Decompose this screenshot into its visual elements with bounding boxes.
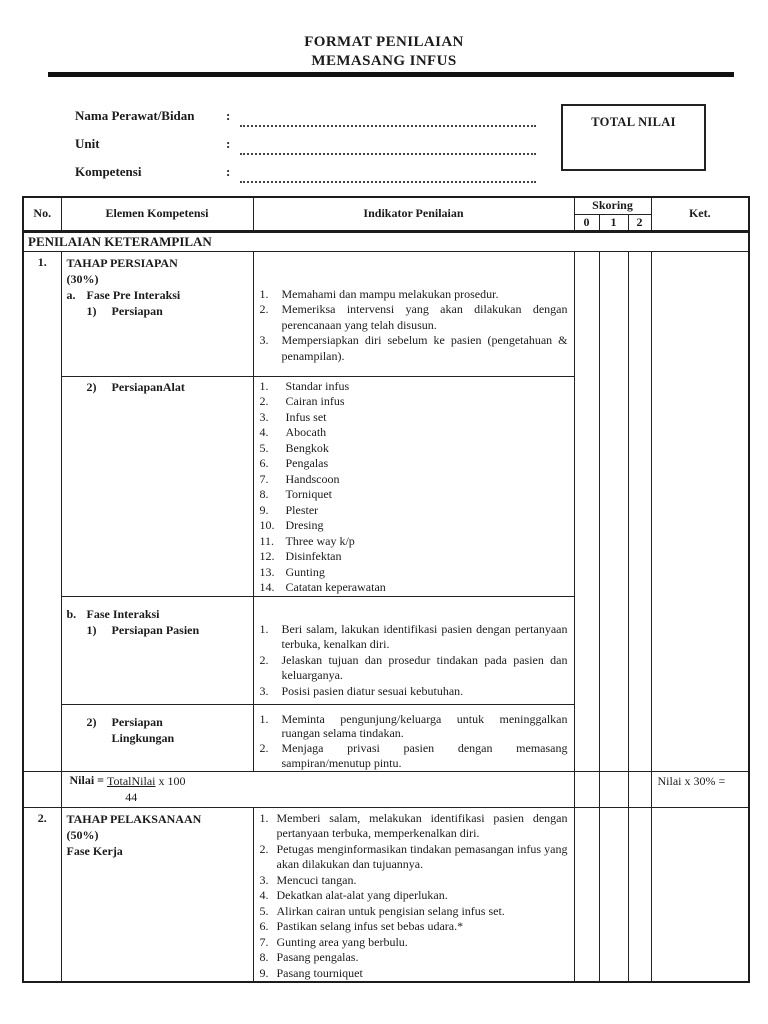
document-title [0, 33, 768, 71]
nama-colon: : [226, 108, 231, 123]
list-item: 1. Meminta pengunjung/keluarga untuk meninggalkan ruangan selama tindakan. [259, 711, 568, 741]
col-header-elemen: Elemen Kompetensi [61, 197, 253, 231]
row1-ket [651, 251, 749, 771]
persiapan-lingkungan-heading [87, 714, 249, 746]
nama-dotted-line [240, 111, 536, 127]
marker-a: a. [66, 287, 76, 302]
identity-form [75, 99, 545, 183]
nilai-score-2 [628, 771, 651, 807]
section-title: PENILAIAN KETERAMPILAN [23, 231, 749, 251]
list-item: 5. Bengkok [259, 440, 329, 455]
persiapan-alat-heading [87, 379, 249, 395]
nilai-score-0 [574, 771, 599, 807]
list-item: 3. Mencuci tangan. [259, 872, 357, 887]
list-item: 7. Handscoon [259, 471, 340, 486]
row2-score-1 [599, 807, 628, 982]
persiapan-heading [87, 303, 249, 319]
stage-pct-1: (30%) [66, 271, 99, 286]
nilai-formula [61, 771, 574, 807]
list-item: 2. Cairan infus [259, 394, 345, 408]
list-item: 10. Dresing [259, 518, 324, 532]
list-item: 6. Pengalas [259, 456, 329, 470]
kompetensi-colon: : [226, 164, 231, 179]
row1-elemen-b1 [61, 596, 253, 704]
title-divider [48, 72, 734, 77]
row1-elemen-a [61, 251, 253, 376]
list-item: 5. Alirkan cairan untuk pengisian selang infus set. [259, 903, 505, 918]
stage-sub-2: Fase Kerja [66, 843, 123, 858]
persiapan-pasien-heading [87, 622, 249, 638]
list-item: 6. Pastikan selang infus set bebas udara.* [259, 919, 464, 934]
list-item: 3. Mempersiapkan diri sebelum ke pasien (pengetahuan & penampilan). [259, 333, 568, 363]
list-item: 9. Plester [259, 502, 319, 517]
list-item: 1. Beri salam, lakukan identifikasi pasien dengan pertanyaan terbuka, kenalkan diri. [259, 621, 568, 651]
row2-ket [651, 807, 749, 982]
list-item: 8. Torniquet [259, 487, 332, 501]
nilai-fraction [107, 773, 155, 805]
persiapan-label: Persiapan [111, 303, 163, 318]
row1-number: 1. [23, 251, 61, 771]
row2-score-0 [574, 807, 599, 982]
marker-a1: 1) [86, 303, 97, 318]
list-item: 4. Abocath [259, 425, 327, 439]
total-nilai-label: TOTAL NILAI [591, 115, 676, 129]
col-header-no: No. [23, 197, 61, 231]
row1-score-2 [628, 251, 651, 771]
persiapan-pasien-label: Persiapan Pasien [111, 622, 200, 637]
list-item: 13. Gunting [259, 564, 325, 579]
marker-b: b. [66, 606, 77, 621]
row1-score-1 [599, 251, 628, 771]
unit-label: Unit [75, 136, 100, 151]
list-item: 4. Dekatkan alat-alat yang diperlukan. [259, 888, 448, 903]
list-item: 12. Disinfektan [259, 549, 342, 563]
unit-dotted-line [240, 139, 536, 155]
nilai-numerator: TotalNilai [107, 773, 156, 788]
list-item: 2. Menjaga privasi pasien dengan memasang sampiran/menutup pintu. [259, 741, 568, 770]
marker-b2: 2) [86, 714, 97, 729]
unit-colon: : [226, 136, 231, 151]
list-item: 7. Gunting area yang berbulu. [259, 934, 408, 949]
persiapan-alat-label: PersiapanAlat [111, 379, 185, 394]
row1-indikator-lingkungan [253, 704, 574, 771]
title-line-2: MEMASANG INFUS [311, 53, 457, 69]
persiapan-lingkungan-label: Persiapan Lingkungan [111, 714, 175, 745]
fase-pre-interaksi-label: Fase Pre Interaksi [86, 287, 181, 302]
nilai-row-no-cell [23, 771, 61, 807]
nilai-label: Nilai = [69, 772, 105, 787]
row1-indikator-pasien [253, 596, 574, 704]
stage-title-2: TAHAP PELAKSANAAN [66, 811, 202, 826]
row2-number: 2. [23, 807, 61, 982]
row1-elemen-b2 [61, 704, 253, 771]
row2-indikator [253, 807, 574, 982]
list-item: 3. Posisi pasien diatur sesuai kebutuhan. [259, 683, 464, 698]
list-item: 8. Pasang pengalas. [259, 950, 359, 965]
list-item: 9. Pasang tourniquet [259, 965, 363, 980]
list-item: 2. Petugas menginformasikan tindakan pemasangan infus yang akan dilakukan dan tujuannya. [259, 841, 568, 872]
nilai-denominator: 44 [125, 789, 138, 804]
row1-indikator-a [253, 251, 574, 376]
score-col-1: 1 [599, 214, 628, 231]
list-item: 2. Memeriksa intervensi yang akan dilakukan dengan perencanaan yang telah disusun. [259, 302, 568, 332]
list-item: 1. Memahami dan mampu melakukan prosedur. [259, 286, 499, 301]
list-item: 11. Three way k/p [259, 533, 355, 548]
kompetensi-dotted-line [240, 167, 536, 183]
form-row-kompetensi [75, 155, 545, 183]
row1-score-0 [574, 251, 599, 771]
total-nilai-box [561, 104, 706, 171]
col-header-skoring: Skoring [574, 197, 651, 214]
nama-label: Nama Perawat/Bidan [75, 108, 195, 123]
col-header-ket: Ket. [651, 197, 749, 231]
fase-interaksi [67, 606, 249, 622]
stage-pct-2: (50%) [66, 827, 99, 842]
fase-pre-interaksi [67, 287, 249, 303]
list-item: 1. Standar infus [259, 378, 350, 393]
col-header-indikator: Indikator Penilaian [253, 197, 574, 231]
list-item: 1. Memberi salam, melakukan identifikasi pasien dengan pertanyaan terbuka, memperkenalkan diri. [259, 810, 568, 841]
score-col-0: 0 [574, 214, 599, 231]
form-row-unit [75, 127, 545, 155]
title-line-1: FORMAT PENILAIAN [304, 34, 464, 50]
kompetensi-label: Kompetensi [75, 164, 142, 179]
assessment-table [22, 196, 750, 983]
list-item: 14. Catatan keperawatan [259, 580, 386, 594]
row1-indikator-alat [253, 376, 574, 596]
form-row-nama [75, 99, 545, 127]
list-item: 2. Jelaskan tujuan dan prosedur tindakan pada pasien dan keluarganya. [259, 652, 568, 682]
list-item: 3. Infus set [259, 409, 327, 424]
fase-interaksi-label: Fase Interaksi [86, 606, 160, 621]
marker-a2: 2) [86, 379, 97, 394]
row2-score-2 [628, 807, 651, 982]
nilai-ket: Nilai x 30% = [651, 771, 749, 807]
marker-b1: 1) [86, 622, 97, 637]
row2-elemen [61, 807, 253, 982]
score-col-2: 2 [628, 214, 651, 231]
row1-elemen-a2 [61, 376, 253, 596]
nilai-multiplier: x 100 [158, 773, 186, 788]
stage-title-1: TAHAP PERSIAPAN [66, 255, 178, 270]
nilai-score-1 [599, 771, 628, 807]
